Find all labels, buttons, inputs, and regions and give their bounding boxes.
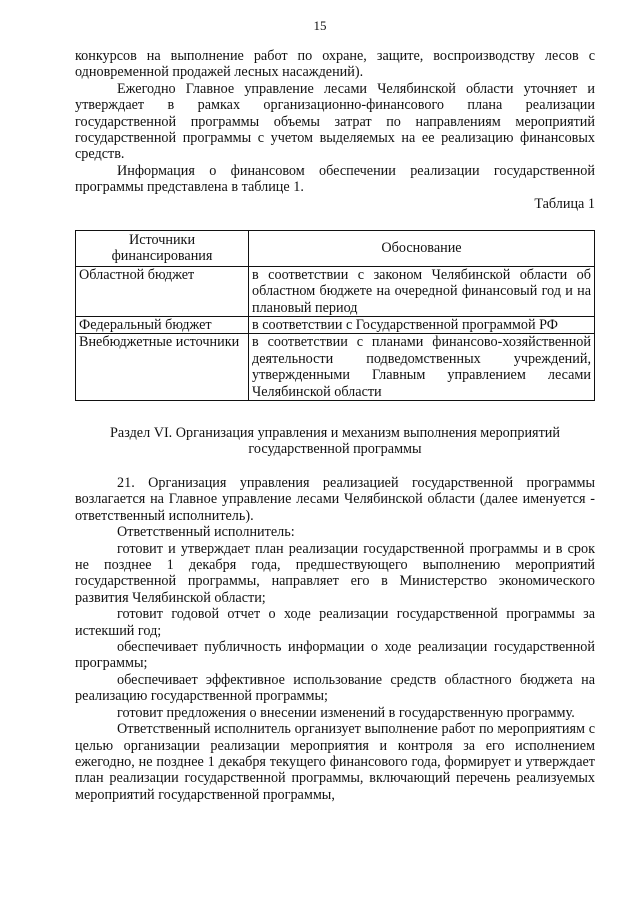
- paragraph-executor: Ответственный исполнитель:: [117, 524, 295, 541]
- paragraph-plan: готовит и утверждает план реализации государственной программы и в срок не позднее 1 декабря года, предшествующего выполнению мероприятий государственной программы, направляет его в Министерство экономического развития Челябинской области;: [75, 540, 595, 606]
- paragraph-annual-update: Ежегодно Главное управление лесами Челябинской области уточняет и утверждает в рамках организационно-финансового плана реализации государственной программы объемы затрат по направлениям мероприятий государственной программы с учетом выделяемых на ее реализацию финансовых средств.: [75, 80, 595, 163]
- table-row: [76, 334, 595, 401]
- paragraph-continuation: конкурсов на выполнение работ по охране, защите, воспроизводству лесов с одновременной продажей лесных насаждений).: [75, 48, 595, 81]
- table-caption: Таблица 1: [534, 195, 595, 212]
- paragraph-responsibility: 21. Организация управления реализацией государственной программы возлагается на Главное управление лесами Челябинской области (далее именуется - ответственный исполнитель).: [75, 475, 595, 524]
- cell-basis: в соответствии с законом Челябинской области об областном бюджете на очередной финансовый год и на плановый период: [249, 266, 595, 316]
- paragraph-amendments: готовит предложения о внесении изменений в государственную программу.: [117, 704, 575, 721]
- financing-table-wrap: [75, 230, 595, 401]
- header-basis: Обоснование: [249, 231, 595, 267]
- paragraph-organization: Ответственный исполнитель организует выполнение работ по мероприятиям с целью организации реализации мероприятия и контроля за его исполнением ежегодно, не позднее 1 декабря текущего финансового года, формирует и утверждает план реализации государственной программы, включающий перечень реализуемых мероприятий государственной программы,: [75, 721, 595, 803]
- paragraph-efficiency: обеспечивает эффективное использование средств областного бюджета на реализацию государственной программы;: [75, 671, 595, 705]
- cell-basis: в соответствии с Государственной программой РФ: [249, 317, 595, 334]
- table-row: [76, 266, 595, 316]
- paragraph-report: готовит годовой отчет о ходе реализации государственной программы за истекший год;: [75, 606, 595, 639]
- financing-table: [75, 230, 595, 401]
- table-row: [76, 317, 595, 334]
- cell-source: Внебюджетные источники: [76, 334, 249, 401]
- section-body: [75, 475, 595, 803]
- section-heading: Раздел VI. Организация управления и механизм выполнения мероприятий государственной программы: [110, 425, 560, 458]
- cell-source: Областной бюджет: [76, 266, 249, 316]
- cell-basis: в соответствии с планами финансово-хозяйственной деятельности подведомственных учреждений, утвержденными Главным управлением лесами Челябинской области: [249, 334, 595, 401]
- table-header-row: [76, 231, 595, 267]
- page-number: 15: [313, 18, 327, 33]
- paragraph-publicity: обеспечивает публичность информации о ходе реализации государственной программы;: [75, 639, 595, 672]
- header-sources: Источники финансирования: [76, 231, 249, 267]
- cell-source: Федеральный бюджет: [76, 317, 249, 334]
- intro-block: [75, 48, 595, 212]
- paragraph-financing-info: Информация о финансовом обеспечении реализации государственной программы представлена в таблице 1.: [75, 162, 595, 196]
